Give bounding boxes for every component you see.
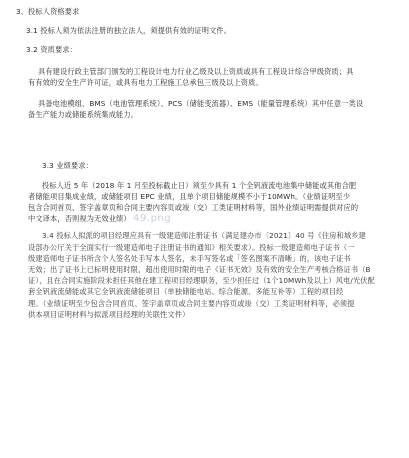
qualification-line: 有有效的安全生产许可证，或具有电力工程施工总承包三级及以上资质。: [28, 77, 263, 87]
performance-line: [28, 213, 389, 224]
item-3-1: 3.1 投标人须为依法注册的独立法人，须提供有效的证明文件。: [26, 26, 232, 36]
project-manager-paragraph: [28, 230, 389, 320]
pm-line: 供本项目证明材料与拟派项目经理的关联性文件）: [28, 309, 190, 319]
pm-line: 3.4 投标人拟派的项目经理应具有一级建造师注册证书（满足建办市〔2021〕40 号《住房和城乡建: [42, 231, 366, 241]
scope-paragraph: [28, 98, 389, 120]
section-3-3-heading: 3.3 业绩要求：: [42, 161, 94, 171]
qualification-paragraph: [28, 66, 389, 88]
performance-line-text: 中文译本，否则视为无效业绩）: [28, 214, 131, 224]
pm-line: 理。（业绩证明至少包含合同首页、签字盖章页或合同主要内容页或竣（交）工类证明材料等，必须提: [28, 298, 355, 308]
image-watermark: 49.png: [133, 213, 172, 225]
performance-line: 包含合同首页、签字盖章页和合同主要内容页或竣（交）工类证明材料等，国外业绩证明需提供对应的: [28, 203, 359, 213]
performance-line: 投标人近 5 年（2018 年 1 月至投标截止日）须至少具有 1 个全钒液流电池集中储能或其他合肥: [42, 180, 357, 190]
scope-line: 备生产能力或储能系统集成能力。: [28, 110, 139, 120]
item-3-2-heading: 3.2 资质要求：: [26, 45, 78, 55]
section-3-heading: 3、投标人资格要求: [16, 7, 80, 16]
performance-line: 者储能项目集成业绩，或储能项目 EPC 业绩，且单个项目储能规模不小于10MWh。（业绩证明至少: [28, 191, 351, 201]
pm-line: 无效；出了证书上已标明使用时限，超出使用时限的电子《证书无效》及有效的安全生产考核合格证书（B: [28, 265, 371, 275]
pm-line: 证），且在合同实施阶段未担任其他在建工程项目经理职务，至少担任过（1个10MWh及以上）风电/光伏配: [28, 276, 375, 286]
pm-line: 套全钒液流储能或其它全钒液流储能项目（单独储能电站、综合能源、多能互补等）工程的项目经: [28, 287, 344, 297]
qualification-line: 具有建设行政主管部门颁发的工程设计电力行业乙级及以上资质或具有工程设计综合甲级资质；具: [38, 66, 354, 76]
pm-line: 设部办公厅关于全面实行一级建造师电子注册证书的通知》相关要求）。投标一级建造师电子证书（一: [28, 242, 355, 252]
scope-line: 具备电池模组、BMS（电池管理系统）、PCS（储能变流器）、EMS（能量管理系统）其中任意一类设: [38, 99, 364, 109]
pm-line: 级建造师电子证书所含个人签名处手写本人签名，未手写签名或「签名图案不清晰」的，该电子证书: [28, 253, 351, 263]
performance-paragraph: [28, 180, 389, 225]
